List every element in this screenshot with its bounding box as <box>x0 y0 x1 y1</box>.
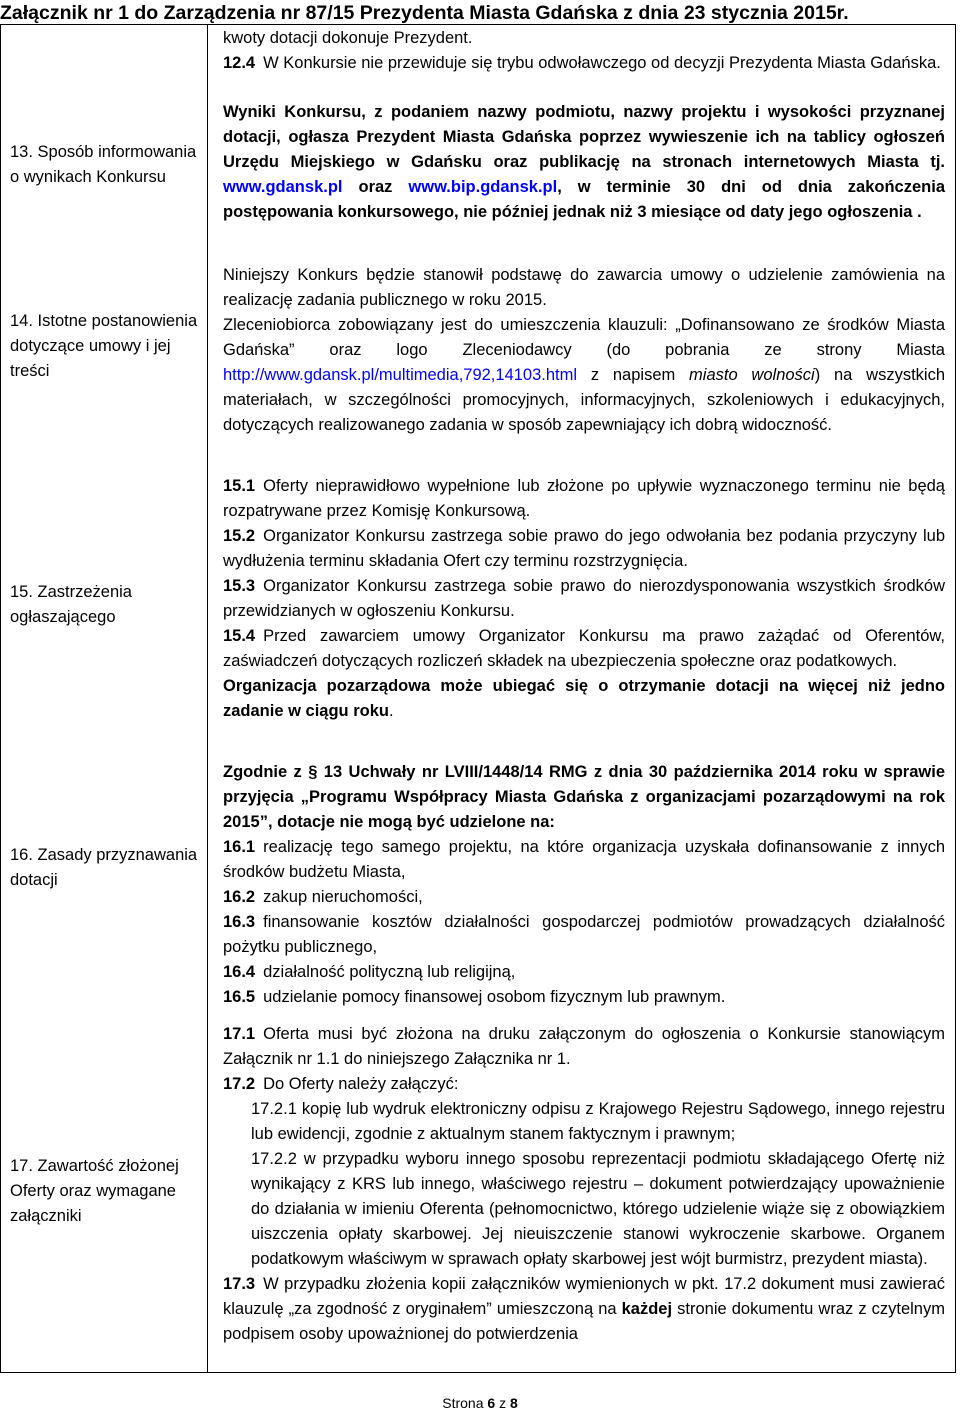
bold-text: każdej <box>621 1300 673 1318</box>
item-16-2 <box>223 885 945 910</box>
item-17-3 <box>223 1272 945 1347</box>
item-text: W przypadku złożenia kopii załączników wymienionych w pkt. 17.2 dokument musi zawierać klauzulę „za zgodność z oryginałem” umieszczoną na <box>223 1275 945 1318</box>
footer-separator: z <box>499 1395 507 1411</box>
page-total: 8 <box>509 1395 518 1411</box>
table-bottom-border <box>0 1372 956 1373</box>
section-13-content <box>223 100 945 225</box>
item-17-2 <box>223 1072 945 1097</box>
paragraph-text: oraz <box>358 178 393 196</box>
paragraph-15-note <box>223 674 945 724</box>
link-gdansk[interactable]: www.gdansk.pl <box>223 178 343 196</box>
section-label-16: 16. Zasady przyznawania dotacji <box>10 846 198 889</box>
paragraph-text: Wyniki Konkursu, z podaniem nazwy podmiotu, nazwy projektu i wysokości przyznanej dotacji, ogłasza Prezydent Miasta Gdańska poprzez wywieszenie ich na tablicy ogłoszeń Urzędu Miejskiego w Gdańsku oraz publikację na stronach internetowych Miasta tj. <box>223 103 945 171</box>
page-footer <box>0 1393 960 1413</box>
paragraph-12-tail: kwoty dotacji dokonuje Prezydent. <box>223 29 473 47</box>
item-text: stronie dokumentu wraz z czytelnym podpisem osoby upoważnionej do potwierdzenia <box>223 1300 945 1343</box>
item-text: W Konkursie nie przewiduje się trybu odwoławczego od decyzji Prezydenta Miasta Gdańska. <box>263 54 941 72</box>
paragraph-14-2 <box>223 313 945 438</box>
section-label-15: 15. Zastrzeżenia ogłaszającego <box>10 583 132 626</box>
item-12-4 <box>223 51 945 76</box>
item-15-2 <box>223 524 945 574</box>
paragraph-13 <box>223 100 945 225</box>
item-number: 15.2 <box>223 527 256 545</box>
item-number: 17.3 <box>223 1275 256 1293</box>
item-number: 17.2 <box>223 1075 256 1093</box>
page-header: Załącznik nr 1 do Zarządzenia nr 87/15 Prezydenta Miasta Gdańska z dnia 23 stycznia 2015r. <box>0 2 849 24</box>
item-number: 15.3 <box>223 577 256 595</box>
section-12-content <box>223 26 945 76</box>
footer-label: Strona <box>442 1395 484 1411</box>
link-multimedia[interactable]: http://www.gdansk.pl/multimedia,792,14103.html <box>223 366 578 384</box>
item-number: 16.4 <box>223 963 256 981</box>
item-16-3 <box>223 910 945 960</box>
item-17-1 <box>223 1022 945 1072</box>
column-divider <box>207 24 208 1373</box>
item-number: 15.1 <box>223 477 256 495</box>
item-text: Do Oferty należy załączyć: <box>263 1075 459 1093</box>
item-16-1 <box>223 835 945 885</box>
item-text: zakup nieruchomości, <box>263 888 423 906</box>
item-number: 16.3 <box>223 913 256 931</box>
section-label-13: 13. Sposób informowania o wynikach Konkursu <box>10 143 197 186</box>
section-14-content <box>223 263 945 438</box>
item-text: działalność polityczną lub religijną, <box>263 963 516 981</box>
section-17-content <box>223 1022 945 1347</box>
item-15-3 <box>223 574 945 624</box>
section-16-content <box>223 760 945 1010</box>
page-number: 6 <box>487 1395 496 1411</box>
paragraph-text: . <box>388 702 394 720</box>
paragraph-16-intro: Zgodnie z § 13 Uchwały nr LVIII/1448/14 RMG z dnia 30 października 2014 roku w sprawie przyjęcia „Programu Współpracy Miasta Gdańska z organizacjami pozarządowymi na rok 2015”, dotacje nie mogą być udzielone na: <box>223 763 945 831</box>
bold-text: Organizacja pozarządowa może ubiegać się o otrzymanie dotacji na więcej niż jedno zadanie w ciągu roku <box>223 677 945 720</box>
item-number: 16.1 <box>223 838 256 856</box>
item-text: finansowanie kosztów działalności gospodarczej podmiotów prowadzących działalność pożytku publicznego, <box>223 913 945 956</box>
section-label-14: 14. Istotne postanowienia dotyczące umowy i jej treści <box>10 312 198 380</box>
item-text: Organizator Konkursu zastrzega sobie prawo do jego odwołania bez podania przyczyny lub wydłużenia terminu składania Ofert czy terminu rozstrzygnięcia. <box>223 527 945 570</box>
emphasis-text: miasto wolności <box>689 366 815 384</box>
paragraph-text: ) na wszystkich materiałach, w szczególności promocyjnych, informacyjnych, szkoleniowych i edukacyjnych, dotyczących realizowanego zadania w sposób zapewniający ich dobrą widoczność. <box>223 366 945 434</box>
item-text: Organizator Konkursu zastrzega sobie prawo do nierozdysponowania wszystkich środków przewidzianych w ogłoszeniu Konkursu. <box>223 577 945 620</box>
item-text: Oferty nieprawidłowo wypełnione lub złożone po upływie wyznaczonego terminu nie będą rozpatrywane przez Komisję Konkursową. <box>223 477 945 520</box>
link-bip-gdansk[interactable]: www.bip.gdansk.pl <box>408 178 558 196</box>
item-15-1 <box>223 474 945 524</box>
item-number: 15.4 <box>223 627 256 645</box>
item-17-2-1: 17.2.1 kopię lub wydruk elektroniczny odpisu z Krajowego Rejestru Sądowego, innego rejestru lub ewidencji, zgodnie z aktualnym stanem faktycznym i prawnym; <box>251 1100 945 1143</box>
item-16-5 <box>223 985 945 1010</box>
section-label-17: 17. Zawartość złożonej Oferty oraz wymagane załączniki <box>10 1157 179 1225</box>
paragraph-text: z napisem <box>590 366 676 384</box>
item-number: 16.5 <box>223 988 256 1006</box>
section-15-content <box>223 474 945 724</box>
paragraph-text: , w terminie 30 dni od dnia zakończenia postępowania konkursowego, nie później jednak niż 3 miesiące od daty jego ogłoszenia . <box>223 178 946 221</box>
item-number: 17.1 <box>223 1025 256 1043</box>
paragraph-text: Zleceniobiorca zobowiązany jest do umieszczenia klauzuli: „Dofinansowano ze środków Miasta Gdańska” oraz logo Zleceniodawcy (do pobrania ze strony Miasta <box>223 316 945 359</box>
paragraph-14-1: Niniejszy Konkurs będzie stanowił podstawę do zawarcia umowy o udzielenie zamówienia na realizację zadania publicznego w roku 2015. <box>223 266 945 309</box>
item-text: Oferta musi być złożona na druku załączonym do ogłoszenia o Konkursie stanowiącym Załącznik nr 1.1 do niniejszego Załącznika nr 1. <box>223 1025 945 1068</box>
item-number: 16.2 <box>223 888 256 906</box>
item-text: Przed zawarciem umowy Organizator Konkursu ma prawo zażądać od Oferentów, zaświadczeń dotyczących rozliczeń składek na ubezpieczenia społeczne oraz podatkowych. <box>223 627 945 670</box>
item-text: realizację tego samego projektu, na które organizacja uzyskała dofinansowanie z innych środków budżetu Miasta, <box>223 838 945 881</box>
item-15-4 <box>223 624 945 674</box>
item-number: 12.4 <box>223 54 256 72</box>
item-16-4 <box>223 960 945 985</box>
item-text: udzielanie pomocy finansowej osobom fizycznym lub prawnym. <box>263 988 726 1006</box>
item-17-2-2: 17.2.2 w przypadku wyboru innego sposobu reprezentacji podmiotu składającego Ofertę niż wynikający z KRS lub innego, właściwego rejestru – dokument potwierdzający upoważnienie do działania w imieniu Oferenta (pełnomocnictwo, którego udzielenie wiąże się z obowiązkiem uiszczenia opłaty skarbowej. Jej nieuiszczenie stanowi wykroczenie skarbowe. Organem podatkowym właściwym w sprawach opłaty skarbowej jest wójt burmistrz, prezydent miasta). <box>251 1150 945 1268</box>
